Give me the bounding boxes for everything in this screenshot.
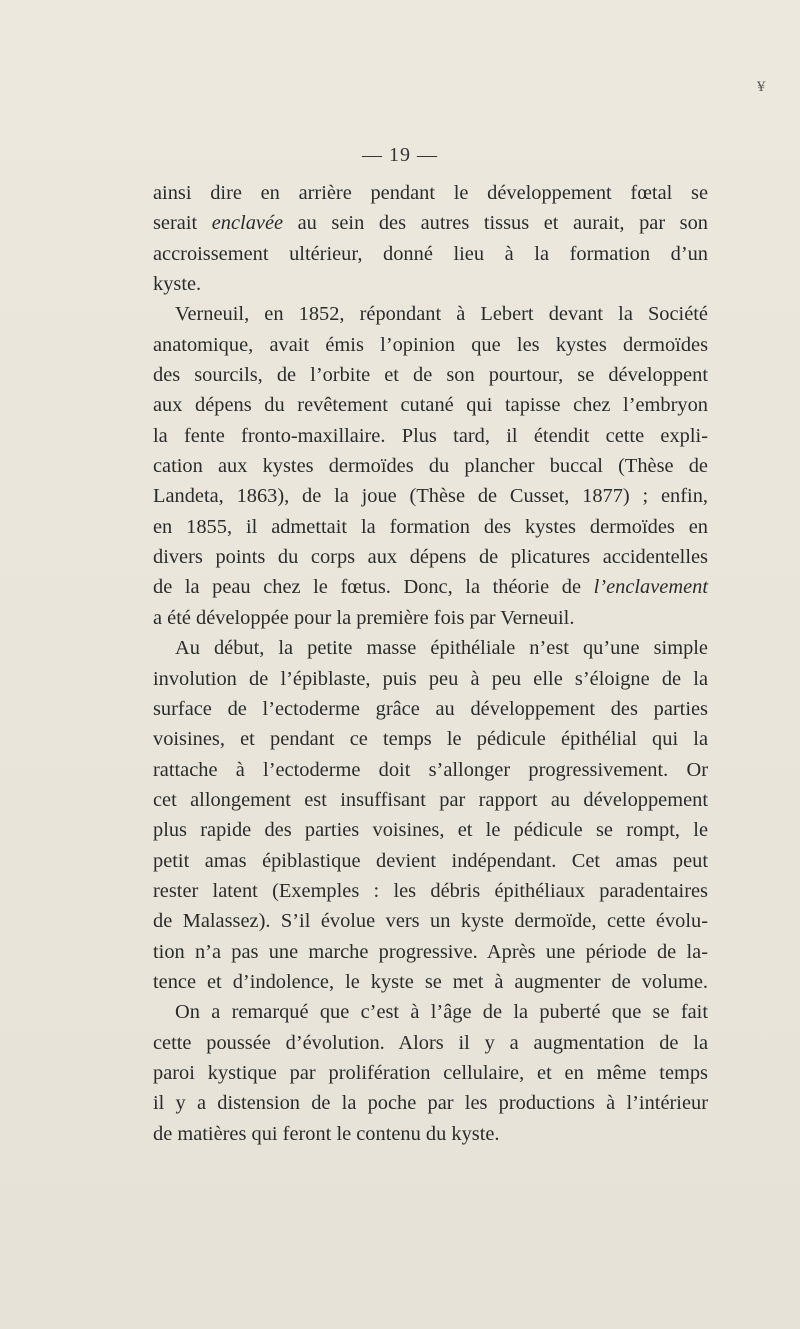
text-segment: de matières qui feront le contenu du kyste. — [153, 1122, 500, 1145]
text-segment: aux dépens du revêtement cutané qui tapisse chez l’embryon — [153, 394, 708, 417]
text-segment: rester latent (Exemples : les débris épithéliaux paradentaires — [153, 879, 708, 902]
text-segment: tion n’a pas une marche progressive. Après une période de la- — [153, 940, 708, 963]
text-line — [153, 937, 708, 967]
text-segment: On a remarqué que c’est à l’âge de la puberté que se fait — [175, 1001, 708, 1024]
text-segment: en 1855, il admettait la formation des kystes dermoïdes en — [153, 515, 708, 538]
text-segment: cette poussée d’évolution. Alors il y a augmentation de la — [153, 1031, 708, 1054]
text-segment: rattache à l’ectoderme doit s’allonger progressivement. Or — [153, 758, 708, 781]
text-segment: tence et d’indolence, le kyste se met à augmenter de volume. — [153, 970, 708, 993]
text-line — [153, 967, 708, 997]
text-segment: cet allongement est insuffisant par rapport au développement — [153, 788, 708, 811]
text-segment: divers points du corps aux dépens de plicatures accidentelles — [153, 546, 708, 569]
text-line — [153, 542, 708, 572]
text-line — [153, 390, 708, 420]
text-segment: anatomique, avait émis l’opinion que les kystes dermoïdes — [153, 333, 708, 356]
text-line — [153, 664, 708, 694]
text-line — [153, 603, 708, 633]
italic-term: enclavée — [211, 212, 284, 235]
text-segment: cation aux kystes dermoïdes du plancher buccal (Thèse de — [153, 455, 708, 478]
text-segment: la fente fronto-maxillaire. Plus tard, il étendit cette expli- — [153, 424, 708, 447]
text-line — [153, 876, 708, 906]
text-line — [153, 997, 708, 1027]
text-line — [153, 572, 708, 602]
text-segment: au sein des autres tissus et aurait, par son — [283, 212, 708, 235]
text-line — [153, 846, 708, 876]
text-line — [153, 724, 708, 754]
text-line — [153, 451, 708, 481]
text-line — [153, 633, 708, 663]
text-segment: Landeta, 1863), de la joue (Thèse de Cusset, 1877) ; enfin, — [153, 485, 708, 508]
corner-mark: ¥ — [757, 80, 766, 95]
text-segment: des sourcils, de l’orbite et de son pourtour, se développent — [153, 364, 708, 387]
text-line — [153, 299, 708, 329]
text-segment: kyste. — [153, 273, 202, 296]
text-line — [153, 1088, 708, 1118]
text-segment: voisines, et pendant ce temps le pédicule épithélial qui la — [153, 728, 708, 751]
body-text — [153, 178, 708, 1149]
text-line — [153, 512, 708, 542]
text-segment: plus rapide des parties voisines, et le pédicule se rompt, le — [153, 819, 708, 842]
text-line — [153, 1119, 708, 1149]
text-line — [153, 269, 708, 299]
text-segment: Au début, la petite masse épithéliale n’est qu’une simple — [175, 637, 708, 660]
text-line — [153, 481, 708, 511]
text-line — [153, 330, 708, 360]
page-number: — 19 — — [362, 144, 438, 166]
text-segment: Verneuil, en 1852, répondant à Lebert devant la Société — [175, 303, 708, 326]
text-segment: ainsi dire en arrière pendant le développement fœtal se — [153, 182, 708, 204]
text-segment: surface de l’ectoderme grâce au développement des parties — [153, 697, 708, 720]
text-line — [153, 755, 708, 785]
text-segment: paroi kystique par prolifération cellulaire, et en même temps — [153, 1061, 708, 1084]
text-segment: de Malassez). S’il évolue vers un kyste dermoïde, cette évolu- — [153, 910, 708, 933]
italic-term: l’enclavement — [593, 576, 708, 599]
text-line — [153, 785, 708, 815]
text-segment: petit amas épiblastique devient indépendant. Cet amas peut — [153, 849, 708, 872]
text-segment: de la peau chez le fœtus. Donc, la théorie de — [153, 576, 594, 599]
text-line — [153, 815, 708, 845]
text-line — [153, 178, 708, 208]
text-segment: a été développée pour la première fois par Verneuil. — [153, 606, 575, 629]
text-segment: serait — [153, 212, 212, 235]
text-segment: il y a distension de la poche par les productions à l’intérieur — [153, 1092, 708, 1115]
text-line — [153, 239, 708, 269]
text-segment: involution de l’épiblaste, puis peu à peu elle s’éloigne de la — [153, 667, 708, 690]
text-line — [153, 208, 708, 238]
text-line — [153, 421, 708, 451]
text-line — [153, 906, 708, 936]
text-line — [153, 694, 708, 724]
text-line — [153, 360, 708, 390]
text-line — [153, 1058, 708, 1088]
text-segment: accroissement ultérieur, donné lieu à la formation d’un — [153, 242, 708, 265]
text-line — [153, 1028, 708, 1058]
